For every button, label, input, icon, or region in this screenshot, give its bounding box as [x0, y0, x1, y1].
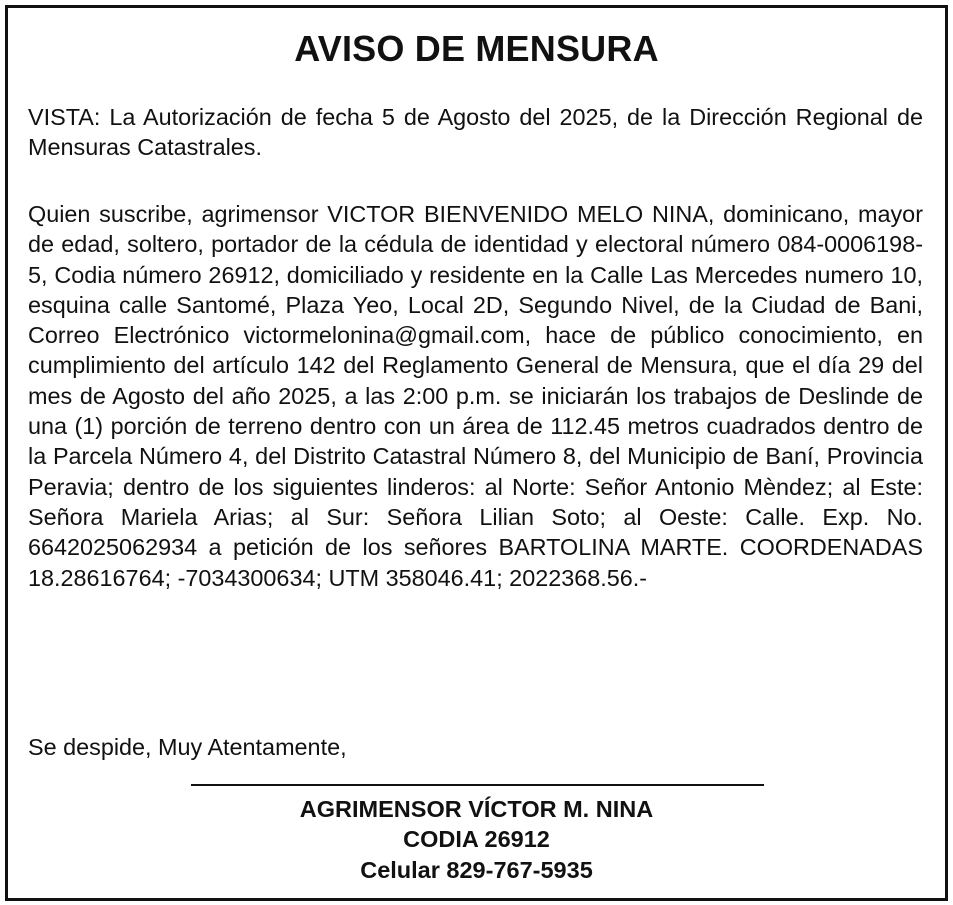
- signer-name: AGRIMENSOR VÍCTOR M. NINA: [299, 796, 654, 822]
- vista-paragraph: VISTA: La Autorización de fecha 5 de Agosto del 2025, de la Dirección Regional de Mensuras Catastrales.: [28, 104, 923, 161]
- signer-codia: CODIA 26912: [403, 826, 550, 852]
- signature-line: [191, 784, 764, 786]
- closing-line: Se despide, Muy Atentamente,: [28, 734, 347, 760]
- signer-phone: Celular 829-767-5935: [360, 857, 593, 883]
- notice-title: AVISO DE MENSURA: [294, 28, 659, 69]
- notice-body-paragraph: Quien suscribe, agrimensor VICTOR BIENVENIDO MELO NINA, dominicano, mayor de edad, soltero, portador de la cédula de identidad y electoral número 084-0006198-5, Codia número 26912, domiciliado y residente en la Calle Las Mercedes numero 10, esquina calle Santomé, Plaza Yeo, Local 2D, Segundo Nivel, de la Ciudad de Bani, Correo Electrónico victormelonina@gmail.com, hace de público conocimiento, en cumplimiento del artículo 142 del Reglamento General de Mensura, que el día 29 del mes de Agosto del año 2025, a las 2:00 p.m. se iniciarán los trabajos de Deslinde de una (1) porción de terreno dentro con un área de 112.45 metros cuadrados dentro de la Parcela Número 4, del Distrito Catastral Número 8, del Municipio de Baní, Provincia Peravia; dentro de los siguientes linderos: al Norte: Señor Antonio Mèndez; al Este: Señora Mariela Arias; al Sur: Señora Lilian Soto; al Oeste: Calle. Exp. No. 6642025062934 a petición de los señores BARTOLINA MARTE. COORDENADAS 18.28616764; -7034300634; UTM 358046.41; 2022368.56.-: [28, 201, 923, 591]
- notice-frame: [5, 5, 948, 901]
